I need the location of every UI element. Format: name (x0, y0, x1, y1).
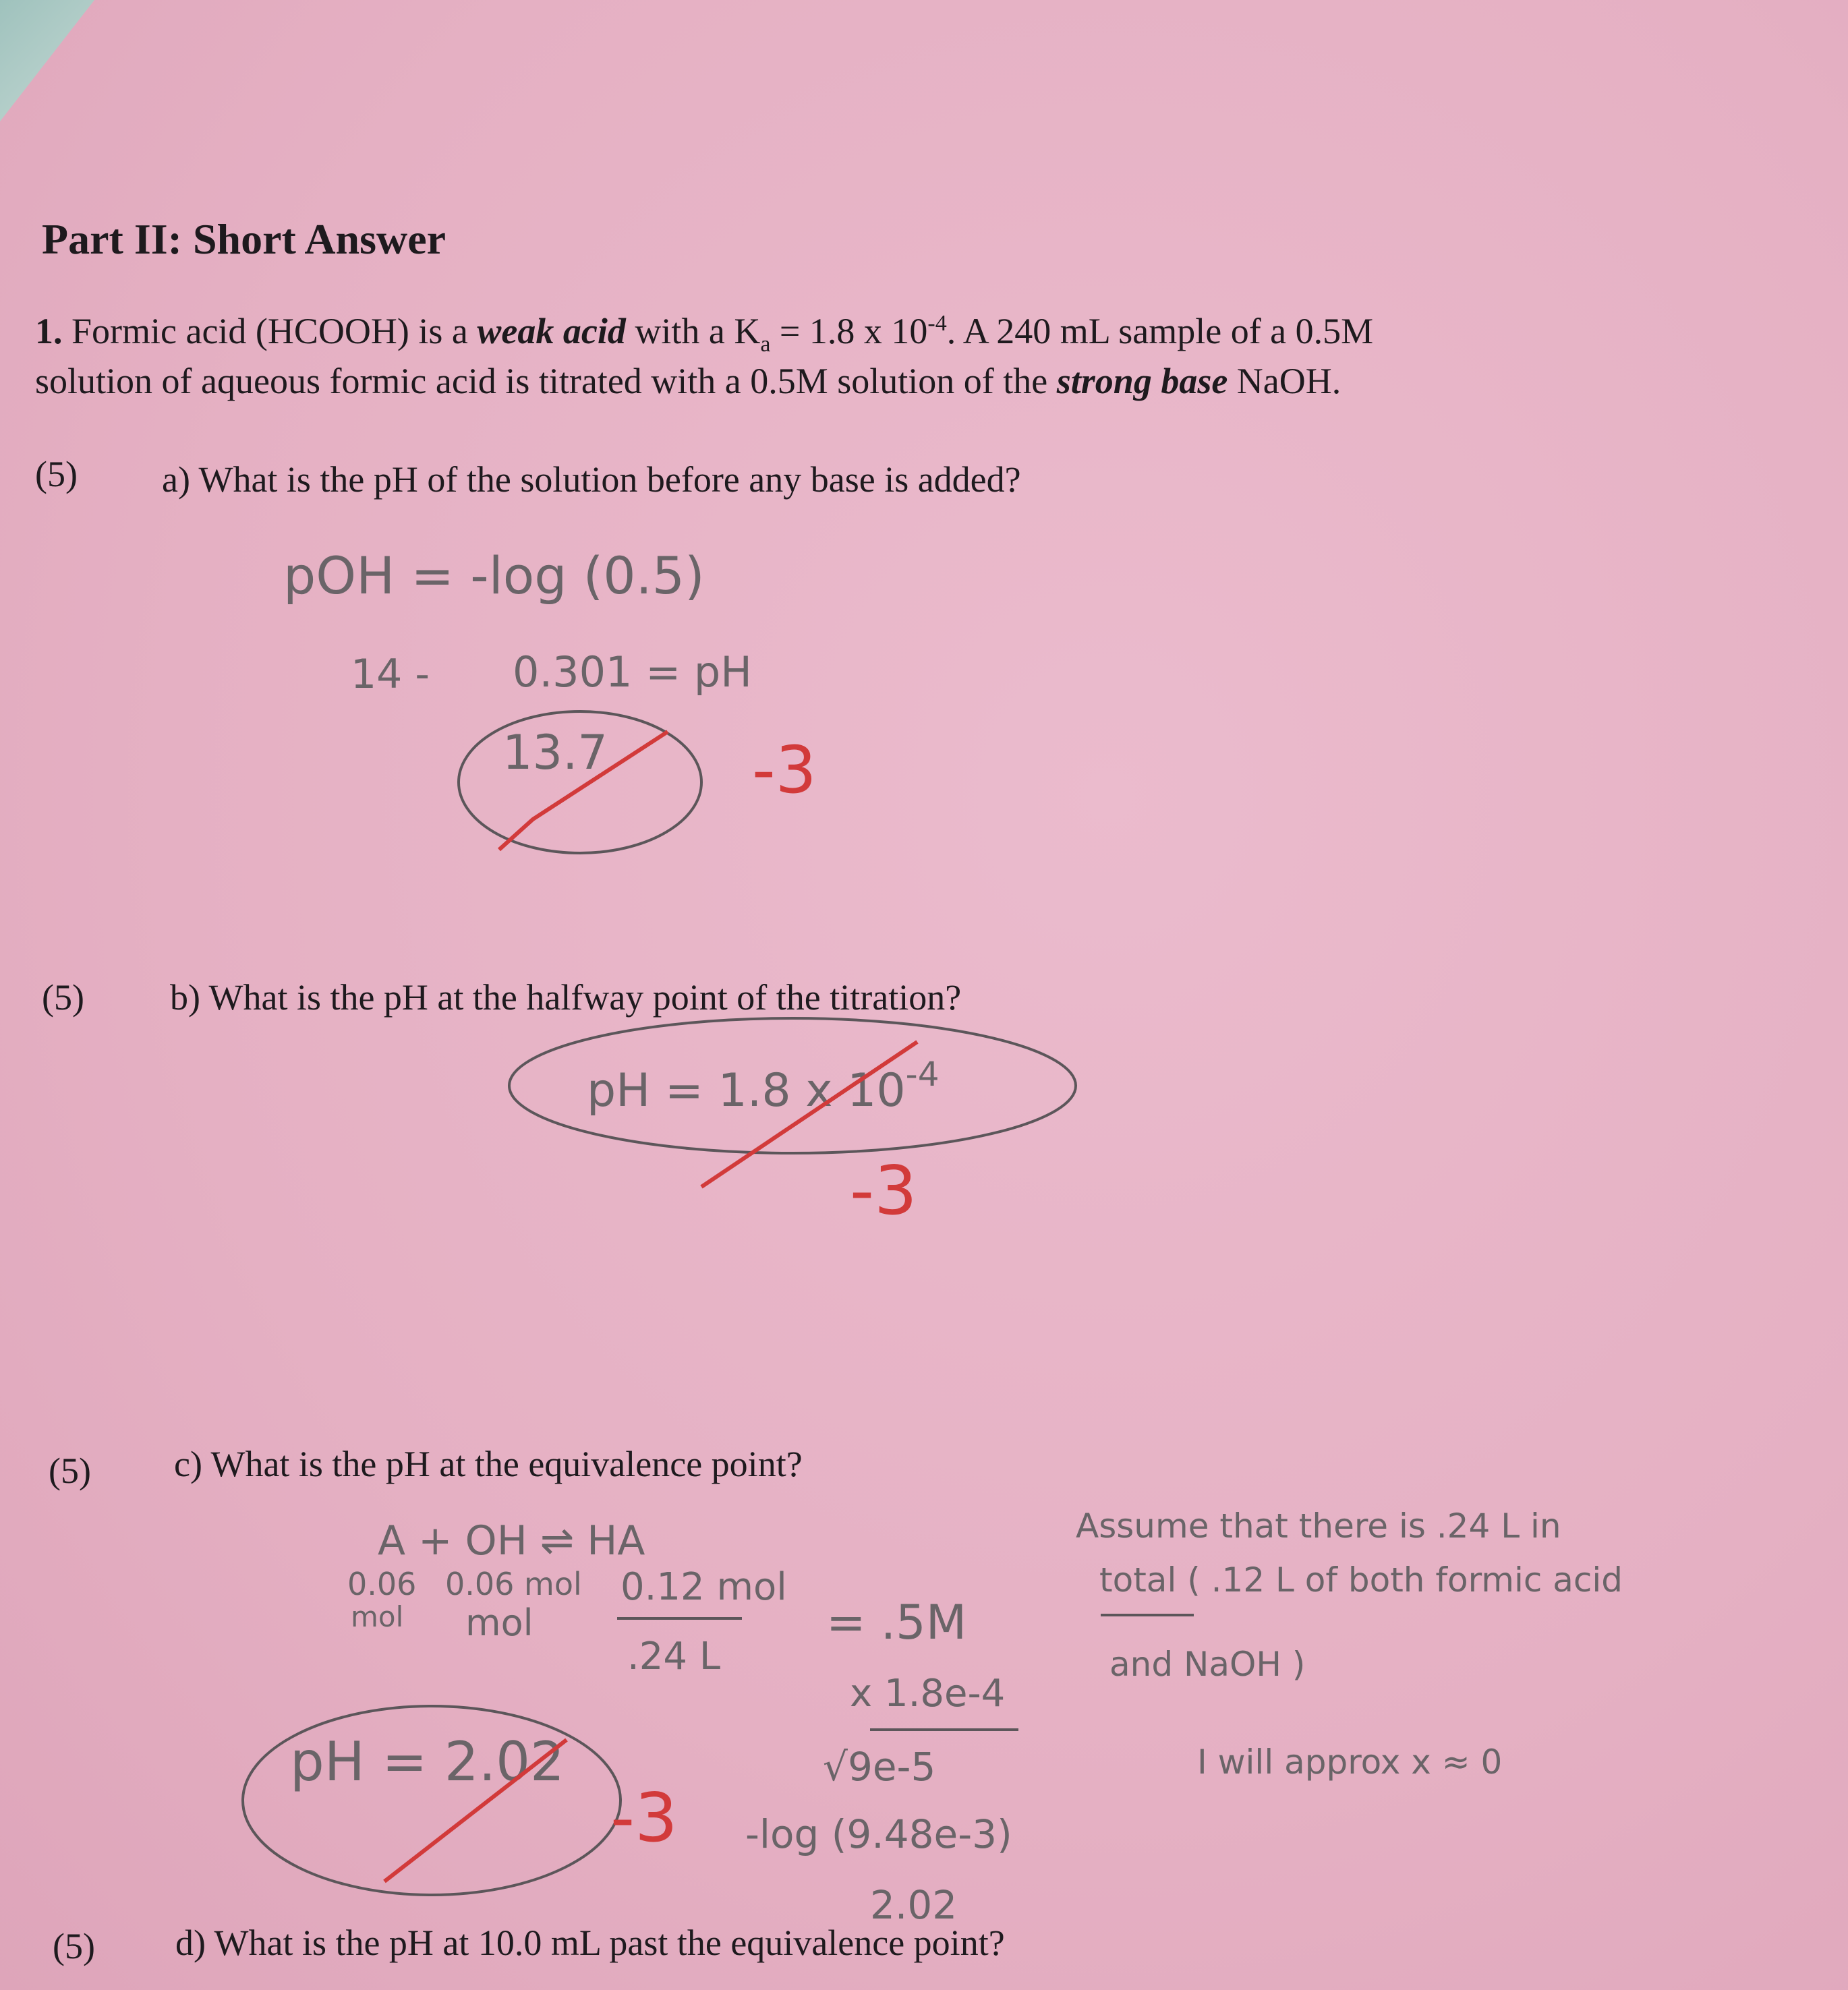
strong-base-term: strong base (1056, 361, 1228, 401)
part-d-prompt: d) What is the pH at 10.0 mL past the equivalence point? (175, 1923, 1005, 1963)
points-b: (5) (42, 977, 84, 1018)
c-note-2: total ( .12 L of both formic acid (1099, 1560, 1623, 1600)
question-1-line-2: solution of aqueous formic acid is titrated with a 0.5M solution of the strong base NaOH. (35, 361, 1341, 401)
points-d: (5) (53, 1926, 95, 1966)
points-a: (5) (35, 454, 78, 494)
a-ph-calc: 0.301 = pH (513, 647, 752, 697)
a-subtract: 14 - (351, 651, 430, 698)
a-poh-line: pOH = -log (0.5) (283, 546, 705, 606)
part-a-prompt: a) What is the pH of the solution before any base is added? (162, 459, 1021, 500)
weak-acid-term: weak acid (477, 311, 626, 351)
question-number: 1. (35, 311, 63, 351)
section-heading: Part II: Short Answer (42, 215, 446, 263)
c-mol-2-unit: mol (465, 1602, 533, 1644)
c-note-1: Assume that there is .24 L in (1076, 1506, 1561, 1546)
c-result: 2.02 (870, 1882, 958, 1928)
c-mol-1: 0.06 (347, 1566, 417, 1602)
c-note-4: I will approx x ≈ 0 (1197, 1743, 1503, 1782)
b-score: -3 (850, 1151, 917, 1230)
part-c-prompt: c) What is the pH at the equivalence point? (174, 1444, 803, 1484)
c-denominator: .24 L (627, 1635, 721, 1678)
a-score: -3 (752, 732, 817, 808)
points-c: (5) (49, 1451, 91, 1491)
a-answer: 13.7 (502, 725, 608, 780)
c-concentration: = .5M (826, 1595, 967, 1650)
c-score: -3 (610, 1778, 678, 1857)
c-mol-2: 0.06 mol (445, 1566, 582, 1602)
c-sqrt: √9e-5 (823, 1744, 936, 1790)
c-note-3: and NaOH ) (1109, 1645, 1306, 1684)
c-equation: A + OH ⇌ HA (378, 1517, 645, 1564)
c-times-ka: x 1.8e-4 (850, 1672, 1006, 1716)
question-1-line-1: 1. Formic acid (HCOOH) is a weak acid with a $K_a = 1.8$ x $10^{-4}$. A 240 mL sample of a 0.5M (35, 311, 1374, 357)
c-answer: pH = 2.02 (290, 1730, 565, 1793)
part-b-prompt: b) What is the pH at the halfway point of the titration? (170, 977, 962, 1018)
c-mol-1-unit: mol (351, 1600, 404, 1633)
b-answer: pH = 1.8 x $10^{-4}$ (587, 1055, 940, 1117)
c-numerator: 0.12 mol (620, 1565, 787, 1609)
c-log: -log (9.48e-3) (745, 1811, 1012, 1857)
